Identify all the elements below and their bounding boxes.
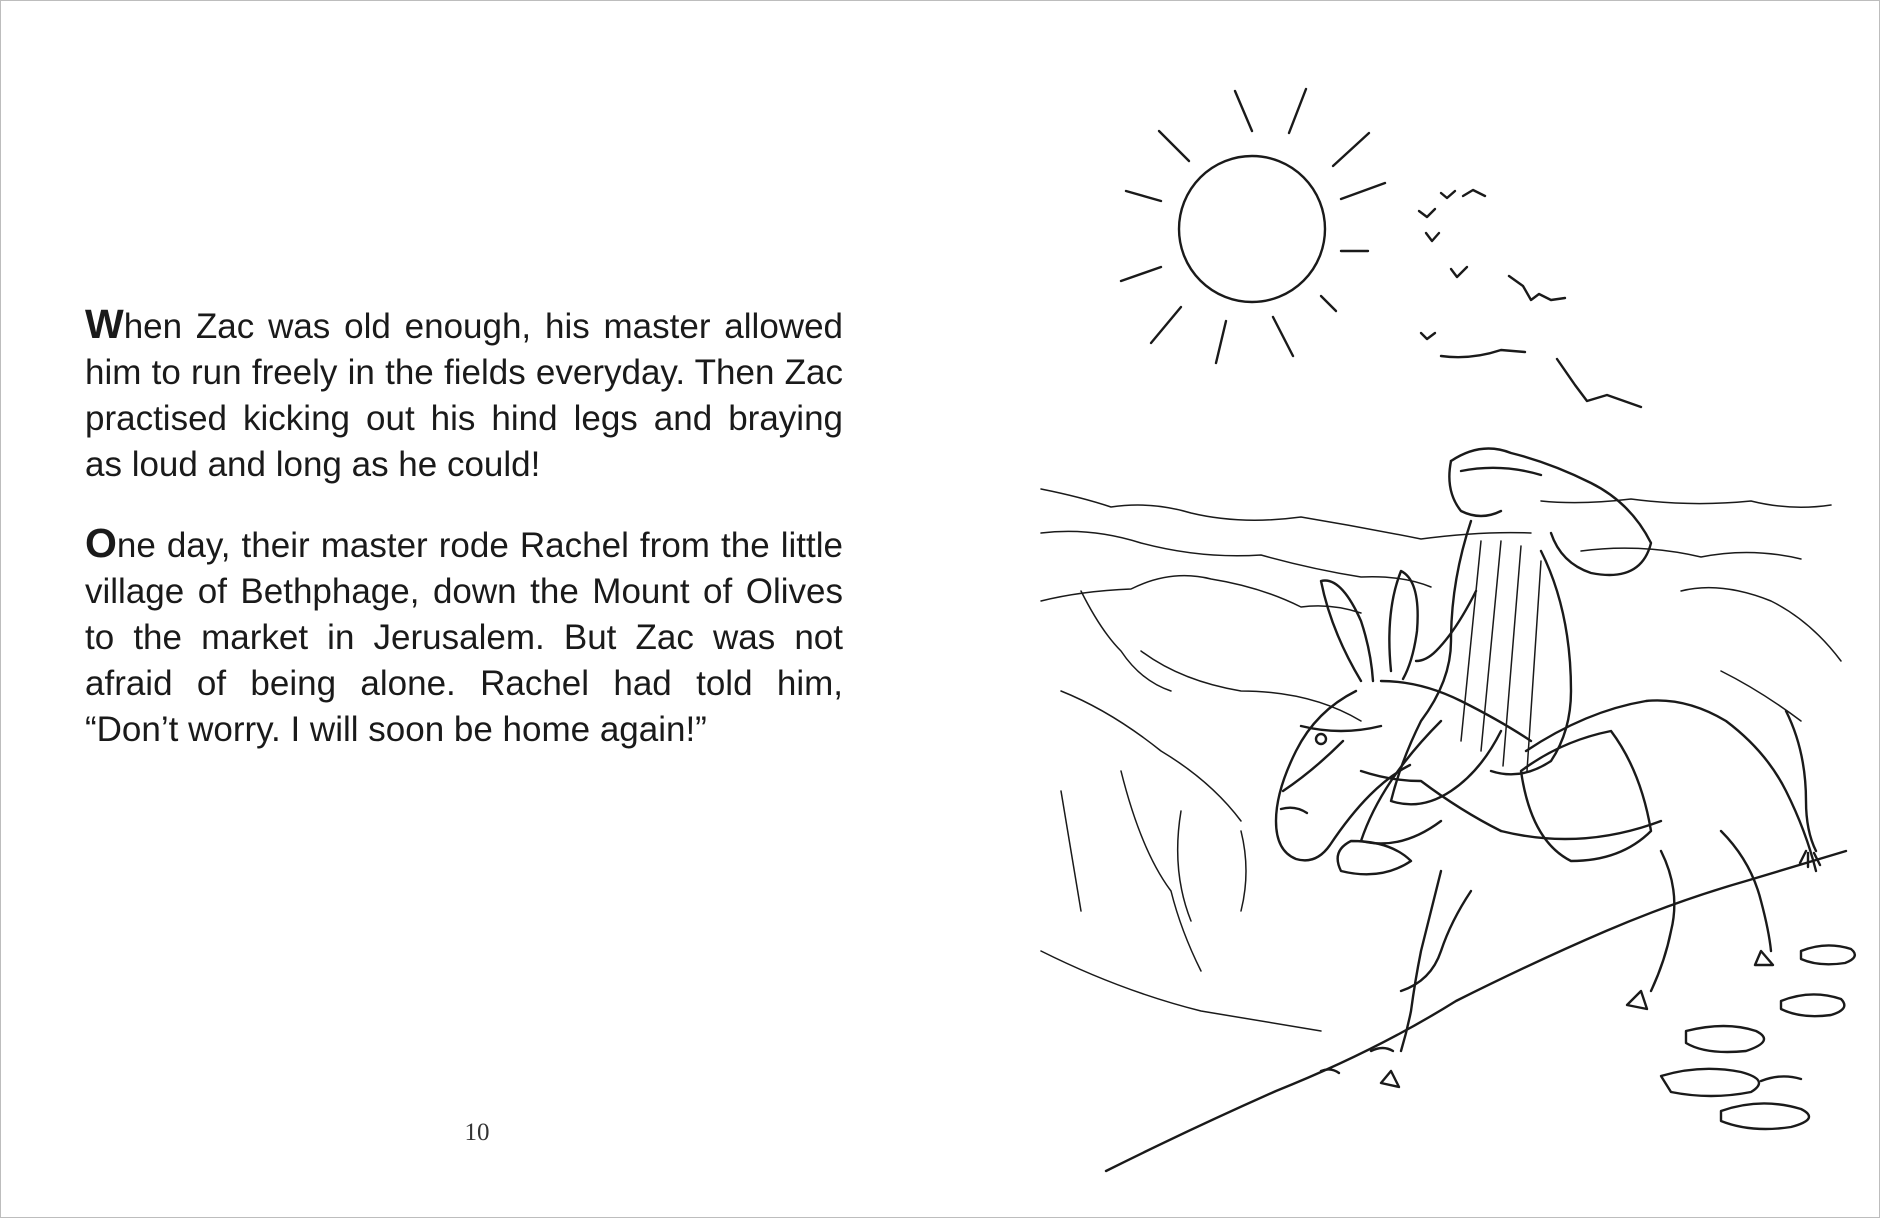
- sun-icon: [1121, 89, 1385, 363]
- birds-icon: [1419, 190, 1641, 407]
- donkey-rider-illustration: [1021, 71, 1871, 1181]
- hillside: [1106, 851, 1846, 1171]
- drop-cap: O: [85, 520, 117, 566]
- story-paragraph-2: [85, 520, 843, 753]
- story-text: [85, 301, 843, 785]
- rocks: [1321, 945, 1855, 1129]
- paragraph-text: ne day, their master rode Rachel from the little village of Bethphage, down the Mount of Olives to the market in Jerusalem. But Zac was not afraid of being alone. Rachel had told him, “Don’t worry. I will soon be home again!”: [85, 526, 843, 749]
- story-paragraph-1: [85, 301, 843, 488]
- donkey: [1276, 571, 1820, 1087]
- rider: [1338, 449, 1651, 875]
- drop-cap: W: [85, 301, 124, 347]
- paragraph-text: hen Zac was old enough, his master allowed him to run freely in the fields everyday. Then Zac practised kicking out his hind legs and braying as loud and long as he could!: [85, 307, 843, 484]
- page-number: 10: [464, 1119, 490, 1146]
